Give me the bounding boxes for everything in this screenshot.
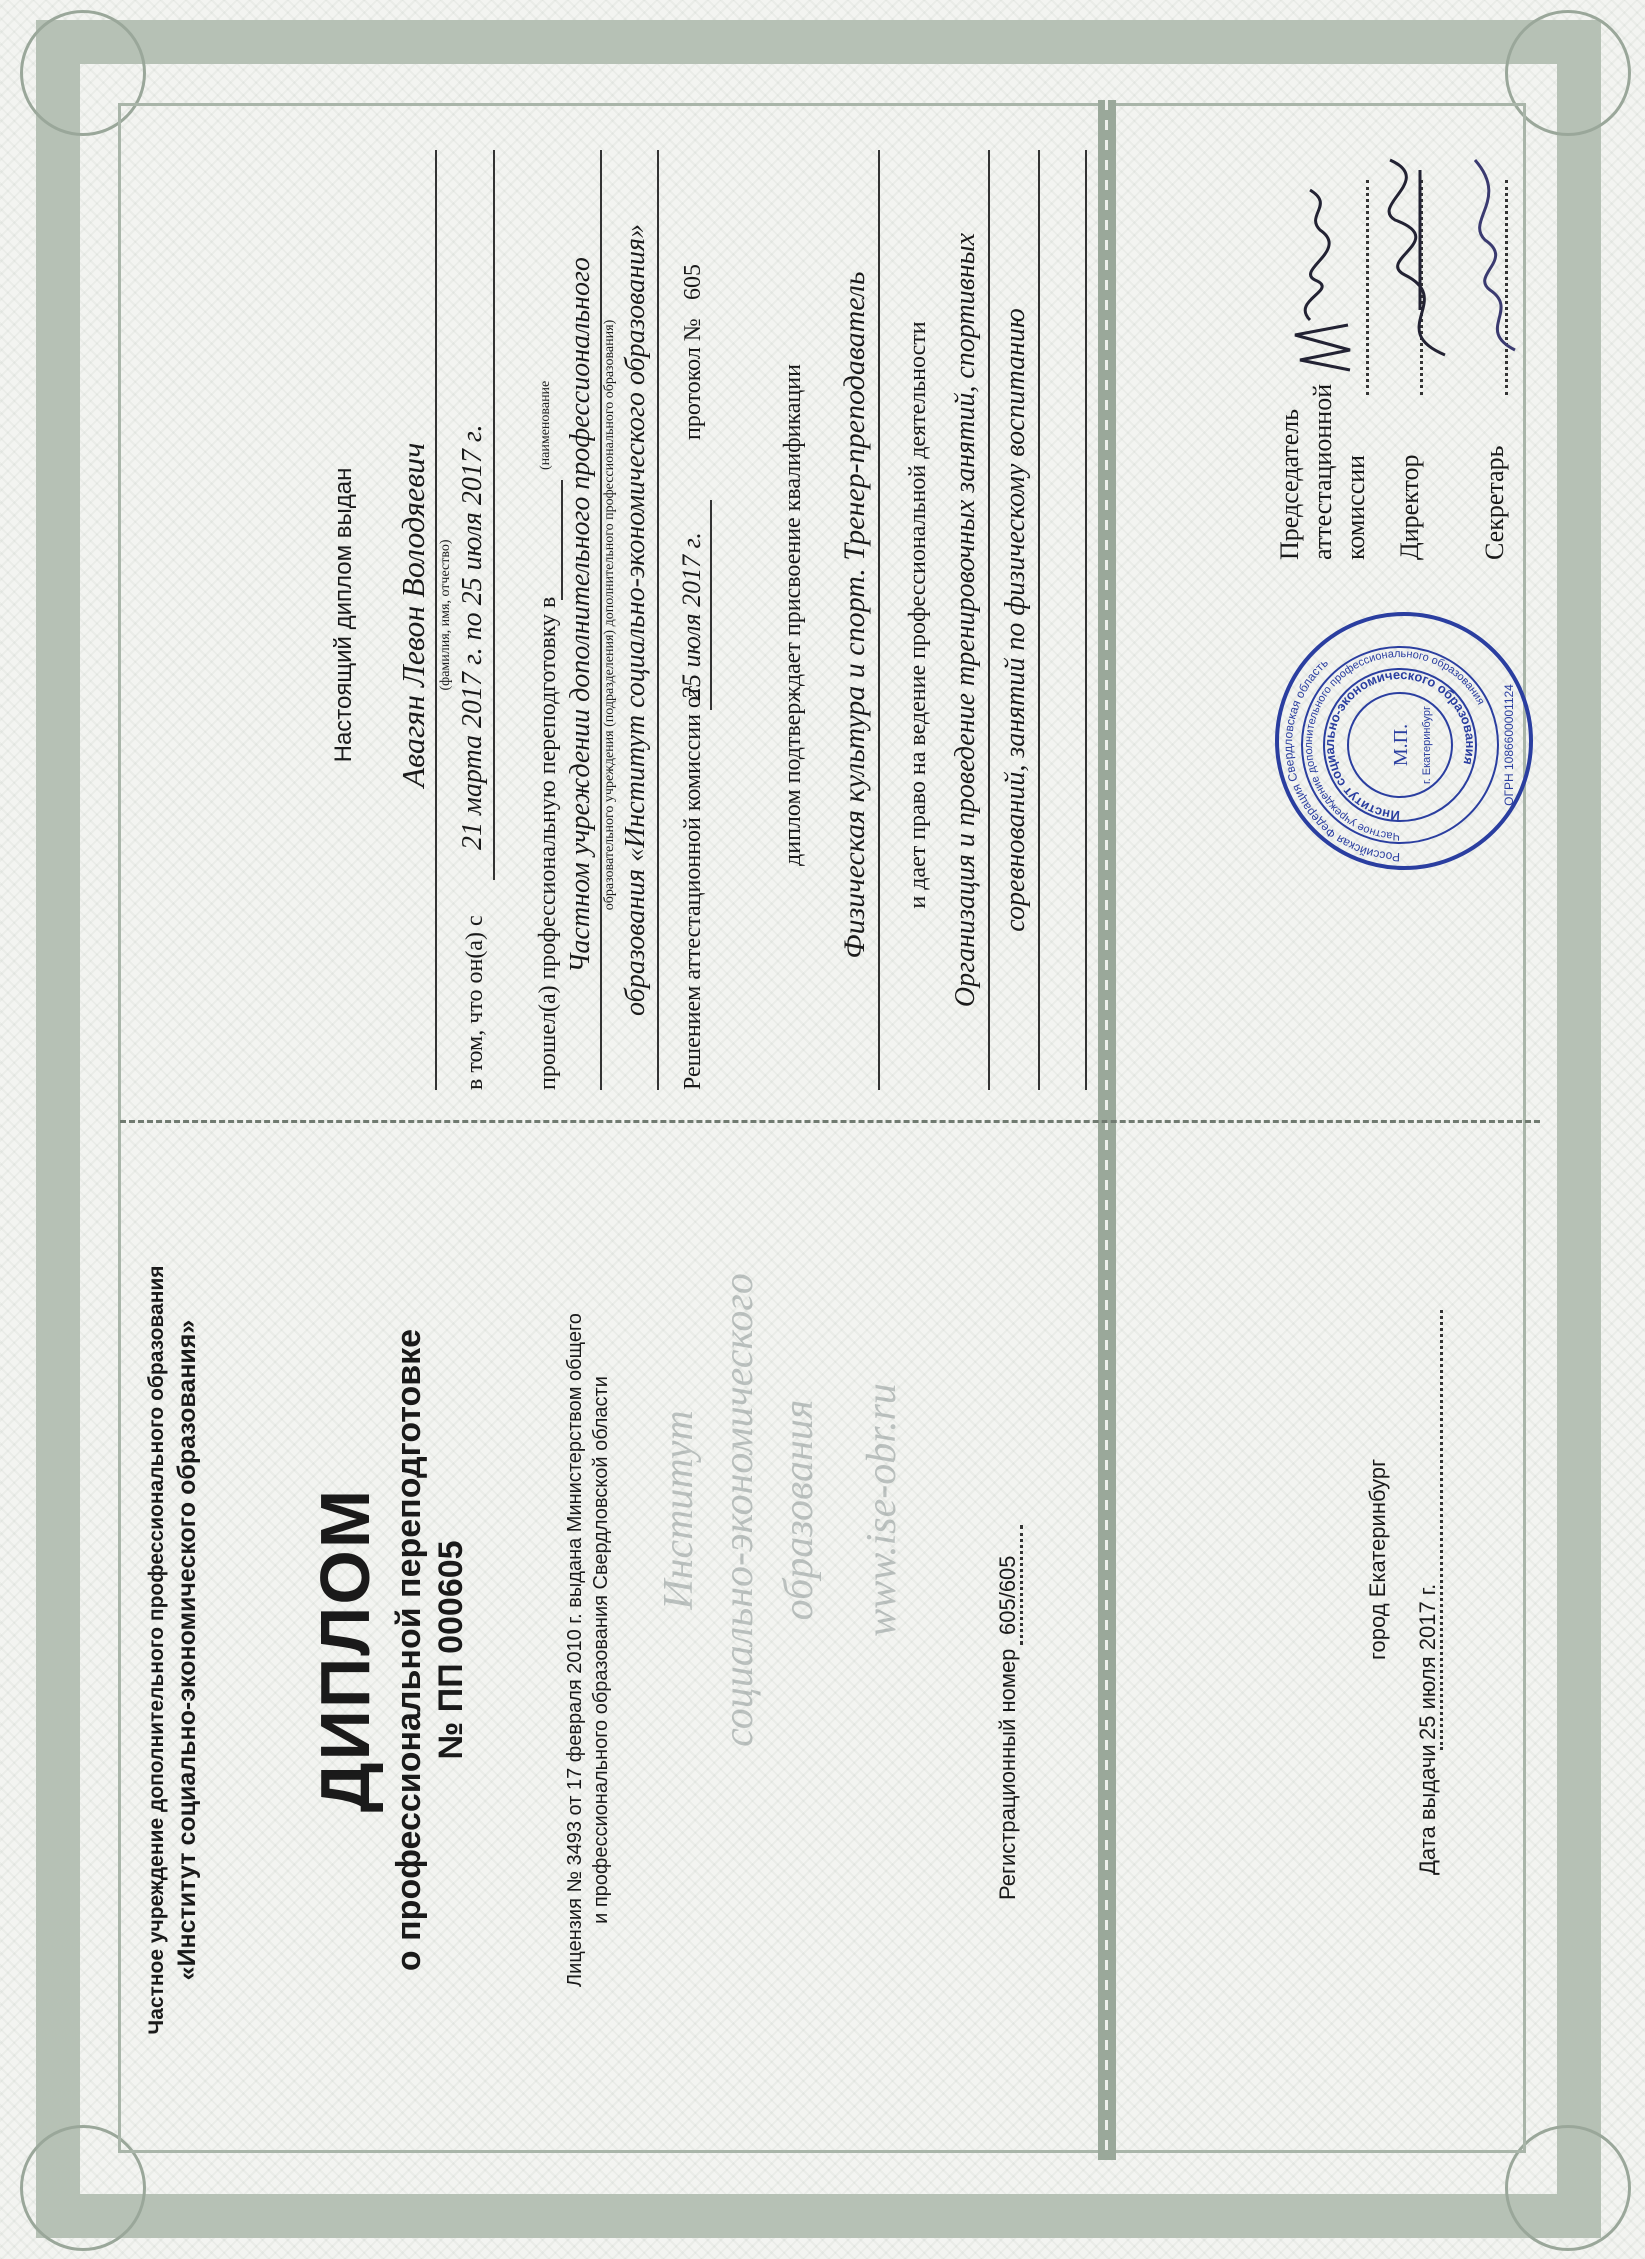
org-line1: Частном учреждении дополнительного профессионального bbox=[565, 257, 596, 973]
watermark-line3: образования bbox=[776, 1399, 822, 1621]
stamp-mid-text: Частное учреждение дополнительного профессионального образования bbox=[1302, 647, 1487, 843]
institution-line1: Частное учреждение дополнительного профессионального образования bbox=[145, 1265, 168, 2035]
stamp-ogrn: ОГРН 1086600001124 bbox=[1502, 684, 1516, 806]
org-line2: образования «Институт социально-экономического образования» bbox=[620, 224, 651, 1016]
activity-line1: Организация и проведение тренировочных занятий, спортивных bbox=[950, 232, 981, 1008]
watermark-line2: социально-экономического bbox=[716, 1273, 762, 1747]
license-line1: Лицензия № 3493 от 17 февраля 2010 г. выдана Министерством общего bbox=[564, 1313, 586, 1987]
right-text: и дает право на ведение профессиональной деятельности bbox=[905, 321, 931, 909]
decision-date: 25 июля 2017 г. bbox=[677, 532, 706, 700]
institution-line2: «Институт социально-экономического образования» bbox=[173, 1319, 201, 1981]
activity-underline2 bbox=[1038, 150, 1040, 1090]
training-prefix: прошел(а) профессиональную переподготовку в bbox=[535, 596, 561, 1090]
chair-signature-icon bbox=[1280, 160, 1370, 380]
training-underline bbox=[561, 480, 563, 600]
city: город Екатеринбург bbox=[1365, 1458, 1390, 1660]
confirm-text: диплом подтверждает присвоение квалификации bbox=[780, 364, 806, 866]
issue-dots bbox=[1440, 1310, 1443, 1750]
name-hint2: (наименование bbox=[538, 380, 553, 470]
license-line2: и профессионального образования Свердловской области bbox=[590, 1376, 612, 1924]
director-label: Директор bbox=[1395, 454, 1424, 560]
period-prefix: в том, что он(а) с bbox=[462, 915, 488, 1090]
org-underline2 bbox=[657, 150, 659, 1090]
watermark-line1: Институт bbox=[656, 1410, 702, 1610]
director-signature-icon bbox=[1365, 140, 1465, 370]
diploma-title: ДИПЛОМ bbox=[306, 1487, 384, 1813]
protocol-value: 605 bbox=[680, 264, 706, 300]
qualification-underline bbox=[878, 150, 880, 1090]
stamp-outer-text: Российская Федерация Свердловская область bbox=[1280, 655, 1401, 865]
issue-label: Дата выдачи bbox=[1415, 1744, 1440, 1875]
issue-value: 25 июля 2017 г. bbox=[1415, 1583, 1440, 1740]
stamp-center-text: М.П. bbox=[1390, 723, 1412, 767]
org-hint: образовательного учреждения (подразделения) дополнительного профессионального образования) bbox=[602, 319, 617, 911]
reg-dots bbox=[1020, 1525, 1023, 1645]
secretary-label: Секретарь bbox=[1480, 445, 1509, 560]
activity-underline1 bbox=[988, 150, 990, 1090]
full-name: Авагян Левон Володяевич bbox=[395, 442, 431, 788]
decision-underline bbox=[710, 500, 712, 710]
chair-line3: комиссии bbox=[1341, 454, 1370, 560]
qualification: Физическая культура и спорт. Тренер-преподаватель bbox=[838, 271, 871, 959]
stamp-city: г. Екатеринбург bbox=[1421, 706, 1433, 784]
heading: Настоящий диплом выдан bbox=[330, 467, 357, 763]
period-value: 21 марта 2017 г. по 25 июля 2017 г. bbox=[457, 424, 488, 850]
name-underline bbox=[435, 150, 437, 1090]
diploma-number: № ПП 000605 bbox=[432, 1540, 470, 1760]
official-stamp bbox=[1275, 612, 1533, 870]
reg-label: Регистрационный номер bbox=[995, 1648, 1020, 1900]
secretary-signature-icon bbox=[1455, 140, 1535, 360]
diploma-subtitle: о профессиональной переподготовке bbox=[390, 1328, 428, 1972]
rotated-content bbox=[145, 130, 1558, 2180]
name-hint: (фамилия, имя, отчество) bbox=[438, 539, 453, 691]
protocol-label: протокол № bbox=[680, 318, 706, 440]
stamp-inner-text: Институт социально-экономического образования bbox=[1321, 666, 1479, 824]
reg-value: 605/605 bbox=[995, 1555, 1020, 1635]
period-underline bbox=[493, 150, 495, 880]
decision-prefix: Решением аттестационной комиссии от bbox=[680, 685, 706, 1090]
chair-line2: аттестационной bbox=[1308, 383, 1337, 560]
blank-underline bbox=[1085, 150, 1087, 1090]
chair-line1: Председатель bbox=[1275, 408, 1304, 560]
activity-line2: соревнований, занятий по физическому воспитанию bbox=[1000, 308, 1031, 932]
watermark-url: www.ise-obr.ru bbox=[859, 1383, 905, 1637]
